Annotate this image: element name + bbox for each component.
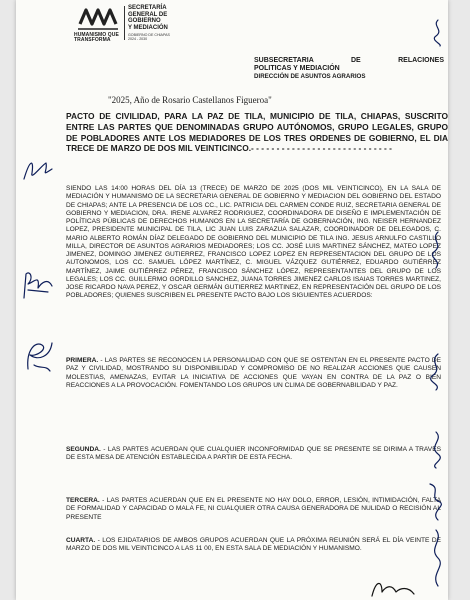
document-page — [16, 0, 448, 600]
signature-mark — [426, 528, 448, 588]
secretaria-line: SECRETARÍA — [128, 5, 167, 11]
government-logo — [76, 4, 226, 44]
signature-mark — [20, 155, 56, 185]
signature-mark — [424, 352, 448, 392]
department-line: DIRECCIÓN DE ASUNTOS AGRARIOS — [254, 73, 366, 80]
logo-subtext — [128, 33, 170, 41]
signature-mark — [424, 430, 448, 470]
department-line: POLITICAS Y MEDIACIÓN — [254, 65, 340, 72]
secretaria-name — [128, 5, 168, 31]
logo-caption: HUMANISMO QUE TRANSFORMA — [74, 32, 119, 43]
clause-label: SEGUNDA. — [66, 446, 101, 453]
clause-tercera — [66, 497, 441, 522]
signature-mark — [18, 268, 58, 304]
clause-cuarta — [66, 537, 441, 554]
document-title: PACTO DE CIVILIDAD, PARA LA PAZ DE TILA, MUNICIPIO DE TILA, CHIAPAS, SUSCRITO ENTRE LAS PARTES QUE DENOMINADAS GRUPO AUTÓNOMOS, GRUPO LEGALES, GRUPO DE POBLADORES ANTE LOS MEDIADORES DE LOS TRES ORDENES DE GOBIERNO, EL DIA TRECE DE MARZO DE DOS MIL VEINTICINCO.- - - - - - - - - - - - - - - - - - - - - - - - - - - - — [66, 111, 448, 154]
clause-label: TERCERA. — [66, 497, 100, 504]
signature-mark — [368, 578, 418, 600]
year-motto: "2025, Año de Rosario Castellanos Figueroa" — [108, 95, 272, 105]
logo-subtext-line: 2024 - 2030 — [128, 37, 148, 41]
clause-text: - LAS PARTES ACUERDAN QUE EN EL PRESENTE NO HAY DOLO, ERROR, LESIÓN, INTIMIDACIÓN, FALTA DE FORMALIDAD Y CAPACIDAD O MALA FE, NI CUALQUIER OTRA CAUSA GENERADORA DE NULIDAD O RECISIÓN AL PRESENTE — [66, 497, 441, 521]
secretaria-line: GENERAL DE — [128, 11, 168, 18]
department-line: SUBSECRETARIA DE RELACIONES — [254, 57, 444, 64]
signature-mark — [426, 230, 448, 270]
clause-text: - LOS EJIDATARIOS DE AMBOS GRUPOS ACUERDAN QUE LA PRÓXIMA REUNIÓN SERÁ EL DÍA VEINTE DE MARZO DE DOS MIL VEINTICINCO A LAS 11 00, EN ESTA SALA DE MEDIACIÓN Y HUMANISMO. — [66, 537, 441, 553]
clause-text: - LAS PARTES ACUERDAN QUE CUALQUIER INCONFORMIDAD QUE SE PRESENTE SE DIRIMA A TRAVES DE ESTA MESA DE ATENCIÓN ESTABLECIDA A PARTIR DE ESTA FECHA. — [66, 446, 441, 462]
signature-mark — [22, 335, 56, 375]
signature-mark — [428, 18, 448, 48]
humanismo-logo-icon — [76, 4, 120, 34]
department-header — [254, 57, 444, 81]
logo-subtext-line: GOBIERNO DE CHIAPAS — [128, 33, 170, 37]
clause-label: CUARTA. — [66, 537, 96, 544]
logo-divider — [124, 6, 125, 40]
secretaria-line: GOBIERNO — [128, 18, 161, 24]
secretaria-line: Y MEDIACIÓN — [128, 24, 168, 31]
intro-paragraph: SIENDO LAS 14:00 HORAS DEL DÍA 13 (TRECE) DE MARZO DE 2025 (DOS MIL VEINTICINCO), EN LA SALA DE MEDIACIÓN Y HUMANISMO DE LA SECRETARIA GENERAL DE GOBIERNO Y MEDIACION DEL GOBIERNO DEL ESTADO DE CHIAPAS; ANTE LA PRESENCIA DE LOS CC., LIC. PATRICIA DEL CARMEN CONDE RUIZ, SECRETARIA GENERAL DE GOBIERNO Y MEDIACION, DRA. IRENE ALVAREZ RODRIGUEZ, COORDINADORA DE DISEÑO E IMPLEMENTACIÓN DE POLÍTICAS PÚBLICAS DE DERECHOS HUMANOS EN LA SECRETARÍA DE GOBERNACIÓN, ING. NEISER HERNANDEZ LOPEZ, PRESIDENTE MUNICIPAL DE TILA, LIC JUAN LUIS ZARAZUA SALAZAR, COORDINADOR DE DELEGADOS, C. MARIO ALBERTO ROMÁN DÍAZ DELEGADO DE GOBIERNO DEL MUNICIPIO DE TILA ING. JESUS ARNULFO CASTILLO MILLA, DIRECTOR DE ASUNTOS AGRARIOS MEDIADORES; LOS CC. JOSÉ LUIS MARTINEZ SÁNCHEZ, MATEO LOPEZ JIMENEZ, DOMINGO JIMENEZ GUTIERREZ, FRANCISCO LOPEZ LOPEZ EN REPRESENTACION DEL GRUPO DE LOS AUTONOMOS, LOS CC. SAMUEL LÓPEZ MARTÍNEZ, C. MIGUEL VÁZQUEZ GUTIÉRREZ, EDUARDO GUTIÉRREZ MARTÍNEZ, JAIME GUTIÉRREZ PÉREZ, FRANCISCO SÁNCHEZ LÓPEZ, REPRESENTANTES DEL GRUPO DE LOS LEGALES; LOS CC. GUILLERMO GORDILLO SANCHEZ, JUANA TORRES JIMENEZ CARLOS ISAIAS TORRES MARTINEZ, JOSE RICARDO NAVA PEREZ, Y OSCAR GERMÁN GUTIERREZ MARTINEZ, EN REPRESENTACIÓN DEL GRUPO DE LOS POBLADORES; QUIENES SUSCRIBEN EL PRESENTE PACTO BAJO LOS SIGUIENTES ACUERDOS: — [66, 185, 441, 300]
clause-label: PRIMERA. — [66, 357, 99, 364]
clause-primera — [66, 357, 441, 390]
clause-segunda — [66, 446, 441, 463]
signature-mark — [424, 480, 448, 524]
clause-text: - LAS PARTES SE RECONOCEN LA PERSONALIDAD CON QUE SE OSTENTAN EN EL PRESENTE PACTO DE PAZ Y CIVILIDAD, MOSTRANDO SU DISPONIBILIDAD Y COMPROMISO DE NO REALIZAR ACCIONES QUE CAUSEN MOLESTIAS, AMENAZAS, EVITAR LA INICIATIVA DE ACCIONES QUE VAYAN EN CONTRA DE LA PAZ O BIEN REACCIONES A LA PROVOCACIÓN. FOMENTANDO LOS GRUPOS UN CLIMA DE GOBERNABILIDAD Y PAZ. — [66, 357, 441, 389]
